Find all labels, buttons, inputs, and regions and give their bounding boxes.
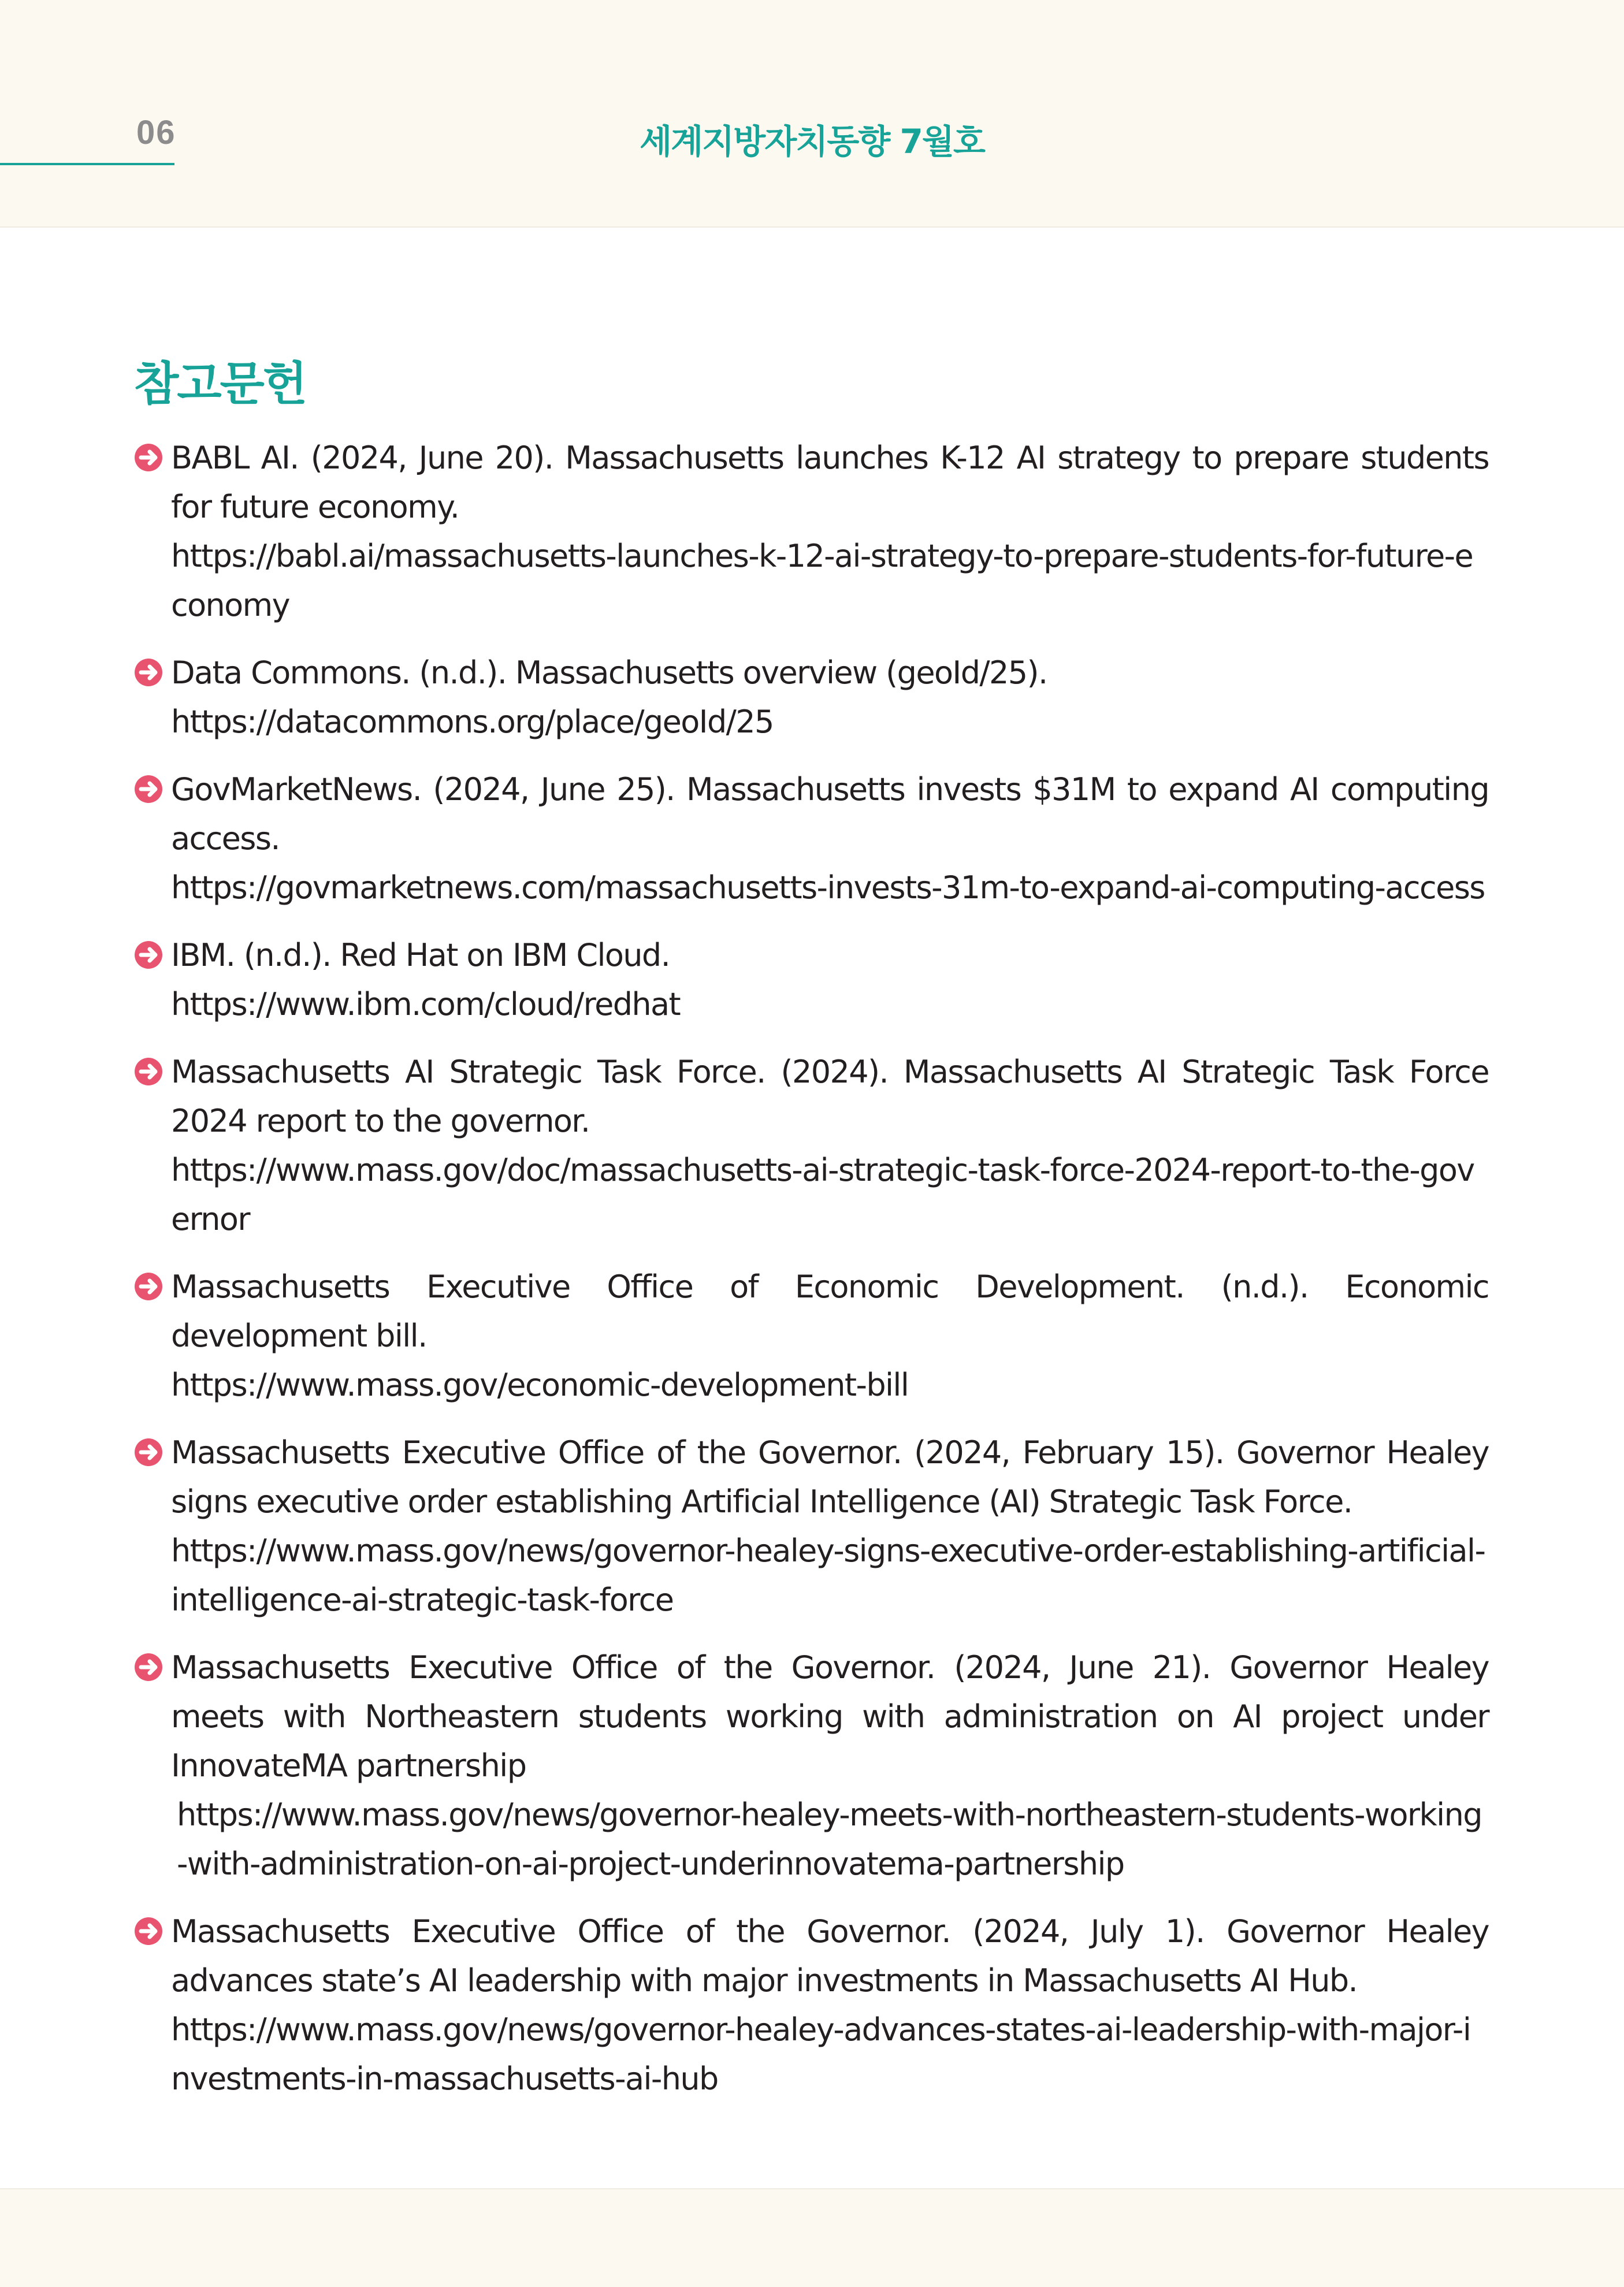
reference-item — [134, 1047, 1489, 1244]
reference-url[interactable]: https://www.mass.gov/economic-development-bill — [171, 1367, 909, 1403]
reference-url[interactable]: https://www.mass.gov/news/governor-healey-meets-with-northeastern-students-working-with-administration-on-ai-project-underinnovatema-partnership — [177, 1797, 1482, 1882]
reference-url[interactable]: https://www.mass.gov/news/governor-healey-signs-executive-order-establishing-artificial-intelligence-ai-strategic-task-force — [171, 1533, 1485, 1618]
reference-citation: Data Commons. (n.d.). Massachusetts overview (geoId/25). — [171, 655, 1047, 691]
reference-item — [134, 765, 1489, 912]
reference-item — [134, 1643, 1489, 1888]
reference-item — [134, 1428, 1489, 1624]
reference-url[interactable]: https://govmarketnews.com/massachusetts-invests-31m-to-expand-ai-computing-access — [171, 869, 1485, 906]
reference-url[interactable]: https://datacommons.org/place/geoId/25 — [171, 704, 774, 740]
reference-url[interactable]: https://babl.ai/massachusetts-launches-k-12-ai-strategy-to-prepare-students-for-future-economy — [171, 538, 1473, 623]
reference-citation: Massachusetts Executive Office of the Governor. (2024, June 21). Governor Healey meets with Northeastern students working with administration on AI project under InnovateMA partnership — [171, 1649, 1489, 1784]
reference-url[interactable]: https://www.mass.gov/news/governor-healey-advances-states-ai-leadership-with-major-investments-in-massachusetts-ai-hub — [171, 2011, 1471, 2097]
reference-citation: Massachusetts Executive Office of the Governor. (2024, February 15). Governor Healey signs executive order establishing Artificial Intelligence (AI) Strategic Task Force. — [171, 1434, 1489, 1520]
reference-list — [134, 433, 1489, 2122]
section-title: 참고문헌 — [134, 357, 306, 411]
circle-arrow-right-icon — [134, 775, 163, 804]
reference-url[interactable]: https://www.mass.gov/doc/massachusetts-ai-strategic-task-force-2024-report-to-the-governor — [171, 1152, 1474, 1237]
page-header — [0, 0, 1624, 228]
reference-citation: Massachusetts Executive Office of the Governor. (2024, July 1). Governor Healey advances state’s AI leadership with major investments in Massachusetts AI Hub. — [171, 1913, 1489, 1999]
page-number: 06 — [136, 114, 176, 151]
reference-citation: IBM. (n.d.). Red Hat on IBM Cloud. — [171, 937, 670, 973]
circle-arrow-right-icon — [134, 443, 163, 472]
reference-citation: BABL AI. (2024, June 20). Massachusetts launches K-12 AI strategy to prepare students for future economy. — [171, 440, 1489, 525]
circle-arrow-right-icon — [134, 940, 163, 969]
reference-citation: GovMarketNews. (2024, June 25). Massachusetts invests $31M to expand AI computing access. — [171, 771, 1489, 857]
reference-citation: Massachusetts Executive Office of Economic Development. (n.d.). Economic development bill. — [171, 1269, 1489, 1354]
reference-item — [134, 648, 1489, 746]
reference-item — [134, 433, 1489, 630]
reference-citation: Massachusetts AI Strategic Task Force. (2024). Massachusetts AI Strategic Task Force 2024 report to the governor. — [171, 1054, 1489, 1139]
circle-arrow-right-icon — [134, 1917, 163, 1946]
header-rule — [0, 163, 174, 165]
circle-arrow-right-icon — [134, 1057, 163, 1086]
circle-arrow-right-icon — [134, 1653, 163, 1682]
reference-item — [134, 1907, 1489, 2103]
publication-title: 세계지방자치동향 7월호 — [640, 122, 984, 161]
page-footer — [0, 2188, 1624, 2287]
circle-arrow-right-icon — [134, 658, 163, 687]
reference-item — [134, 1262, 1489, 1410]
circle-arrow-right-icon — [134, 1438, 163, 1467]
circle-arrow-right-icon — [134, 1272, 163, 1301]
reference-item — [134, 931, 1489, 1029]
reference-url[interactable]: https://www.ibm.com/cloud/redhat — [171, 986, 681, 1022]
